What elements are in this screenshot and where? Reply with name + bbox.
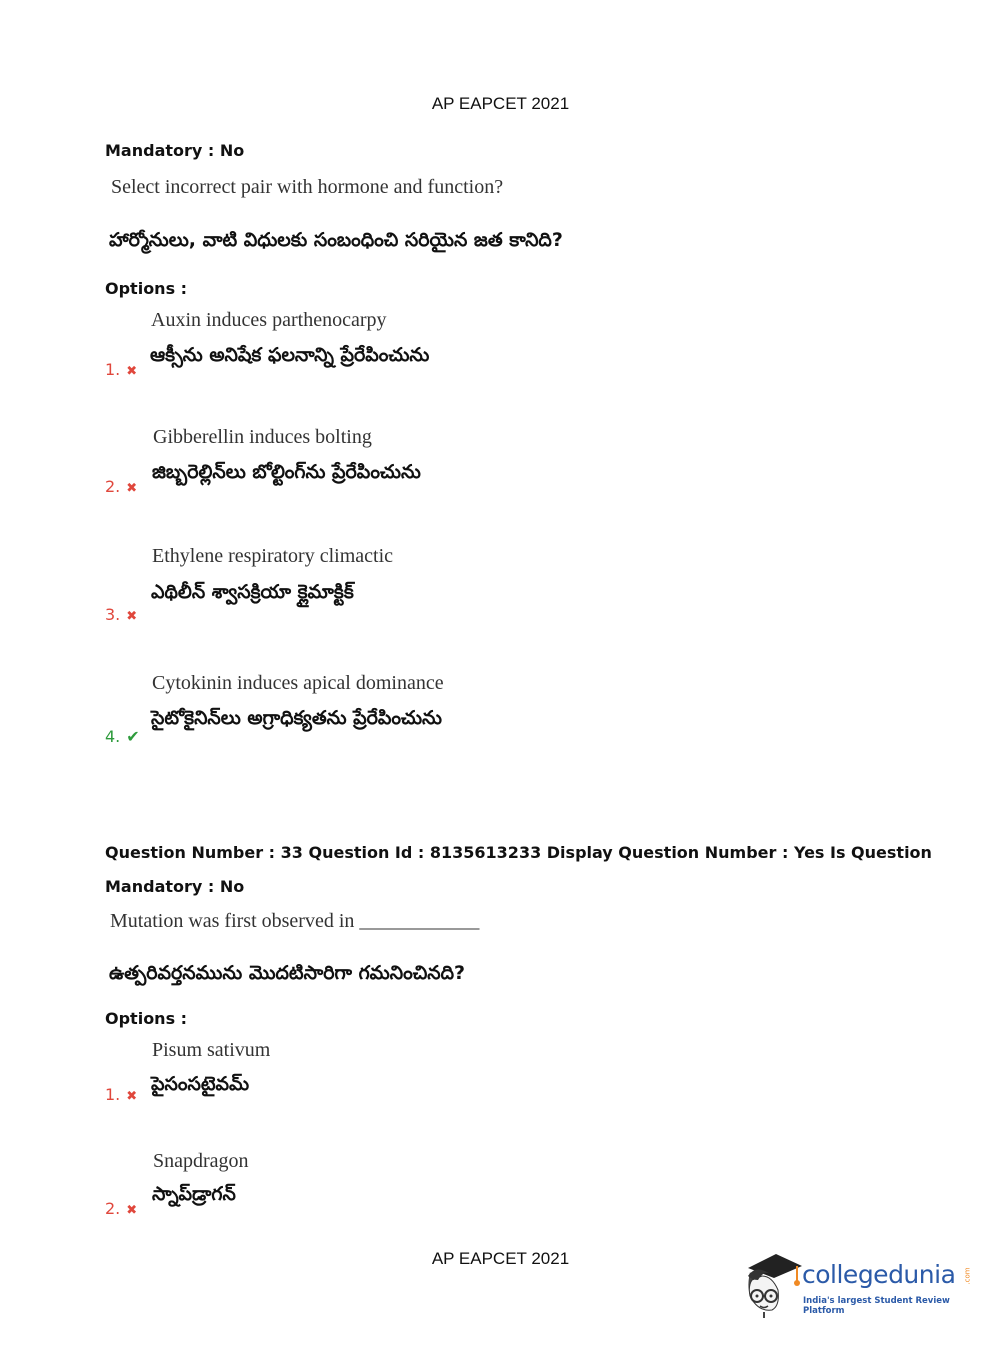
logo-name: collegedunia: [802, 1260, 956, 1289]
option-number: 2. ✖: [105, 1199, 138, 1218]
option-text-te: ఎథిలీన్ శ్వాసక్రియా క్లైమాక్టిక్: [151, 581, 354, 603]
option-text-en: Ethylene respiratory climactic: [152, 545, 394, 567]
logo-tagline: India's largest Student Review Platform: [803, 1296, 950, 1316]
option-number: 4. ✔: [105, 727, 140, 746]
check-icon: ✔: [126, 727, 140, 746]
mascot-icon: [742, 1250, 804, 1318]
question-text-en: Mutation was first observed in ____________: [110, 910, 480, 932]
page-header-title: AP EAPCET 2021: [431, 94, 570, 113]
cross-icon: ✖: [126, 364, 138, 379]
question-text-te: ఉత్పరివర్తనమును మొదటిసారిగా గమనించినది?: [109, 962, 466, 984]
question-text-te: హార్మోనులు, వాటి విధులకు సంబంధించి సరియైన జత కానిది?: [109, 229, 563, 251]
page-footer-title: AP EAPCET 2021: [431, 1249, 570, 1268]
question-info: Question Number : 33 Question Id : 8135613233 Display Question Number : Yes Is Question: [105, 843, 932, 862]
option-text-en: Gibberellin induces bolting: [153, 426, 372, 448]
option-number: 2. ✖: [105, 477, 138, 496]
option-text-te: ఆక్సీను అనిషేక ఫలనాన్ని ప్రేరేపించును: [150, 344, 430, 366]
collegedunia-logo[interactable]: [742, 1250, 972, 1318]
cross-icon: ✖: [126, 1203, 138, 1218]
options-label: Options :: [105, 1009, 188, 1028]
option-number: 3. ✖: [105, 605, 138, 624]
logo-suffix: .com: [963, 1267, 972, 1285]
option-number: 1. ✖: [105, 360, 138, 379]
option-number: 1. ✖: [105, 1085, 138, 1104]
option-text-en: Pisum sativum: [152, 1039, 271, 1061]
options-label: Options :: [105, 279, 188, 298]
option-text-en: Cytokinin induces apical dominance: [152, 672, 444, 694]
question-text-en: Select incorrect pair with hormone and function?: [111, 176, 504, 198]
mandatory-label: Mandatory : No: [105, 877, 245, 896]
cross-icon: ✖: [126, 609, 138, 624]
option-text-te: పైసంసటైవమ్: [151, 1073, 250, 1095]
cross-icon: ✖: [126, 1089, 138, 1104]
option-text-te: స్నాప్‌డ్రాగన్: [152, 1183, 236, 1205]
option-text-en: Auxin induces parthenocarpy: [151, 309, 387, 331]
option-text-en: Snapdragon: [153, 1150, 249, 1172]
cross-icon: ✖: [126, 481, 138, 496]
mandatory-label: Mandatory : No: [105, 141, 245, 160]
option-text-te: సైటోకైనిన్‌లు అగ్రాధిక్యతను ప్రేరేపించును: [151, 707, 442, 729]
option-text-te: జిబ్బరెల్లిన్‌లు బోల్టింగ్‌ను ప్రేరేపించును: [152, 461, 421, 483]
